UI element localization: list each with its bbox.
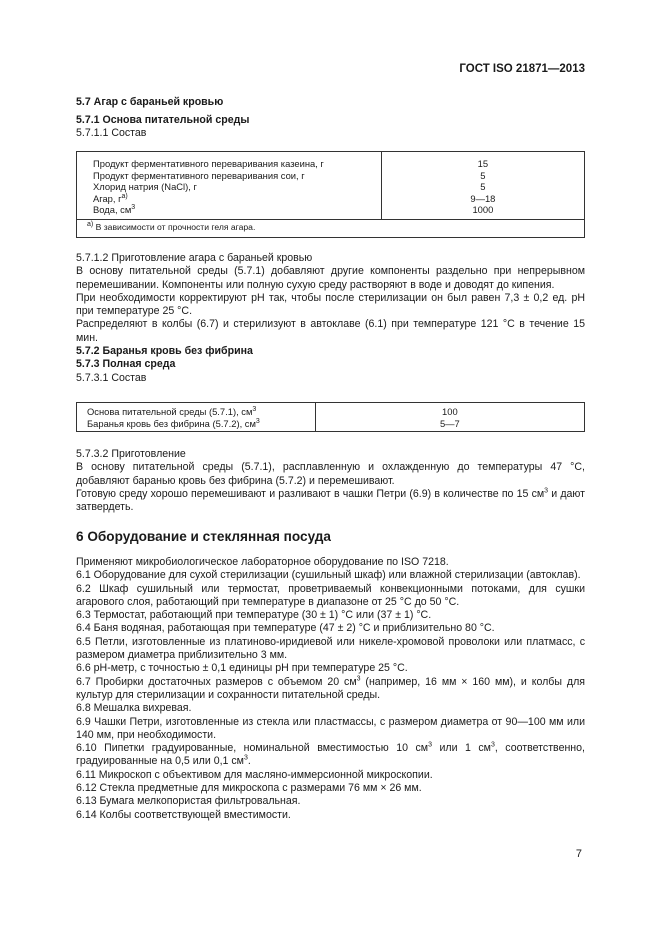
item-6-14: 6.14 Колбы соответствующей вместимости.	[76, 808, 291, 821]
item-6-11: 6.11 Микроскоп с объективом для масляно-иммерсионной микроскопии.	[76, 768, 433, 781]
section-5-7-1-1-title: 5.7.1.1 Состав	[76, 127, 147, 139]
table1-row-value: 5	[480, 169, 486, 181]
item-6-13: 6.13 Бумага мелкопористая фильтровальная.	[76, 795, 301, 808]
section-5-7-3-1-title: 5.7.3.1 Состав	[76, 371, 147, 384]
section-5-7-1-title: 5.7.1 Основа питательной среды	[76, 114, 250, 126]
table2-row-value: 5—7	[439, 417, 460, 429]
item-6-6: 6.6 pH-метр, с точностью ± 0,1 единицы pH при температуре 25 °С.	[76, 662, 408, 675]
item-6-4: 6.4 Баня водяная, работающая при температуре (47 ± 2) °С и приблизительно 80 °С.	[76, 622, 495, 635]
item-6-8: 6.8 Мешалка вихревая.	[76, 702, 192, 715]
section-5-7-1-2-title: 5.7.1.2 Приготовление агара с бараньей кровью	[76, 252, 313, 264]
paragraph-5: Готовую среду хорошо перемешивают и разливают в чашки Петри (6.9) в количестве по 15 $см^3$ и дают затвердеть.	[76, 487, 585, 514]
section-6-body	[76, 556, 585, 822]
section-5-7-3-2-title: 5.7.3.2 Приготовление	[76, 448, 186, 460]
item-6-3: 6.3 Термостат, работающий при температуре (30 ± 1) °С или (37 ± 1) °С.	[76, 609, 432, 622]
table1-row-value: 9—18	[470, 192, 496, 204]
table1-row-name: Вода, $см^3$	[93, 204, 136, 216]
document-header: ГОСТ ISO 21871—2013	[459, 63, 585, 75]
item-6-10: 6.10 Пипетки градуированные, номинальной вместимостью 10 $см^3$ или 1 $см^3$, соответственно, градуированные на 0,5 или 0,1 $см^3$.	[76, 741, 585, 768]
item-6-7: 6.7 Пробирки достаточных размеров с объемом 20 $см^3$ (например, 16 мм × 160 мм), и колбы для культур для стерилизации и сохранности питательной среды.	[76, 675, 585, 701]
item-6-9: 6.9 Чашки Петри, изготовленные из стекла или пластмассы, с размером диаметра от 90—100 мм или 140 мм, при необходимости.	[76, 715, 585, 741]
table1-row-value: 15	[477, 158, 489, 169]
paragraph-1: В основу питательной среды (5.7.1) добавляют другие компоненты раздельно при непрерывном перемешивании. Компоненты или полную сухую среду растворяют в воде и доводят до кипения.	[76, 265, 585, 291]
table2-row-value: 100	[442, 406, 458, 417]
table2-row-name: Основа питательной среды (5.7.1), $см^3$	[87, 405, 257, 417]
paragraph-3: Распределяют в колбы (6.7) и стерилизуют в автоклаве (6.1) при температуре 121 °С в течение 15 мин.	[76, 318, 585, 344]
item-6-12: 6.12 Стекла предметные для микроскопа с размерами 76 мм × 26 мм.	[76, 782, 422, 795]
section-5-7-1-2-block	[76, 252, 585, 385]
table1-row-name: Продукт ферментативного переваривания казеина, г	[93, 158, 324, 169]
paragraph-2: При необходимости корректируют pH так, чтобы после стерилизации он был равен 7,3 ± 0,2 ед. pH при температуре 25 °С.	[76, 291, 585, 318]
section-5-7-3-2-block	[76, 448, 585, 514]
table1-footnote: $^{a)}$ В зависимости от прочности геля агара.	[77, 219, 585, 237]
table2-row-name: Баранья кровь без фибрина (5.7.2), $см^3$	[87, 417, 260, 429]
item-6-1: 6.1 Оборудование для сухой стерилизации (сушильный шкаф) или влажной стерилизации (автоклав).	[76, 569, 581, 582]
section-5-7-3-title: 5.7.3 Полная среда	[76, 358, 176, 371]
section-6-intro: Применяют микробиологическое лабораторное оборудование по ISO 7218.	[76, 556, 449, 568]
table1-row-name: Продукт ферментативного переваривания сои, г	[93, 169, 305, 181]
paragraph-4: В основу питательной среды (5.7.1), расплавленную и охлажденную до температуры 47 °С, добавляют баранью кровь без фибрина (5.7.2) и перемешивают.	[76, 461, 585, 487]
table1-row-name: Агар, $г^{a)}$	[93, 192, 128, 204]
page-number: 7	[575, 848, 582, 860]
table1-row-value: 1000	[472, 204, 494, 216]
section-5-7-title: 5.7 Агар с бараньей кровью	[76, 96, 224, 108]
section-6-title: 6 Оборудование и стеклянная посуда	[76, 529, 331, 544]
composition-table-2	[76, 402, 585, 432]
composition-table-1	[76, 151, 585, 238]
section-5-7-2-title: 5.7.2 Баранья кровь без фибрина	[76, 345, 253, 358]
item-6-5: 6.5 Петли, изготовленные из платиново-иридиевой или никеле-хромовой проволоки или платмасс, с размером диаметра приблизительно 3 мм.	[76, 635, 585, 662]
item-6-2: 6.2 Шкаф сушильный или термостат, проветриваемый конвекционными потоками, для сушки агарового слоя, работающий при температуре в диапазоне от 25 °С до 50 °С.	[76, 582, 585, 608]
table1-row-value: 5	[480, 181, 486, 193]
table1-row-name: Хлорид натрия (NaCl), г	[93, 181, 197, 193]
